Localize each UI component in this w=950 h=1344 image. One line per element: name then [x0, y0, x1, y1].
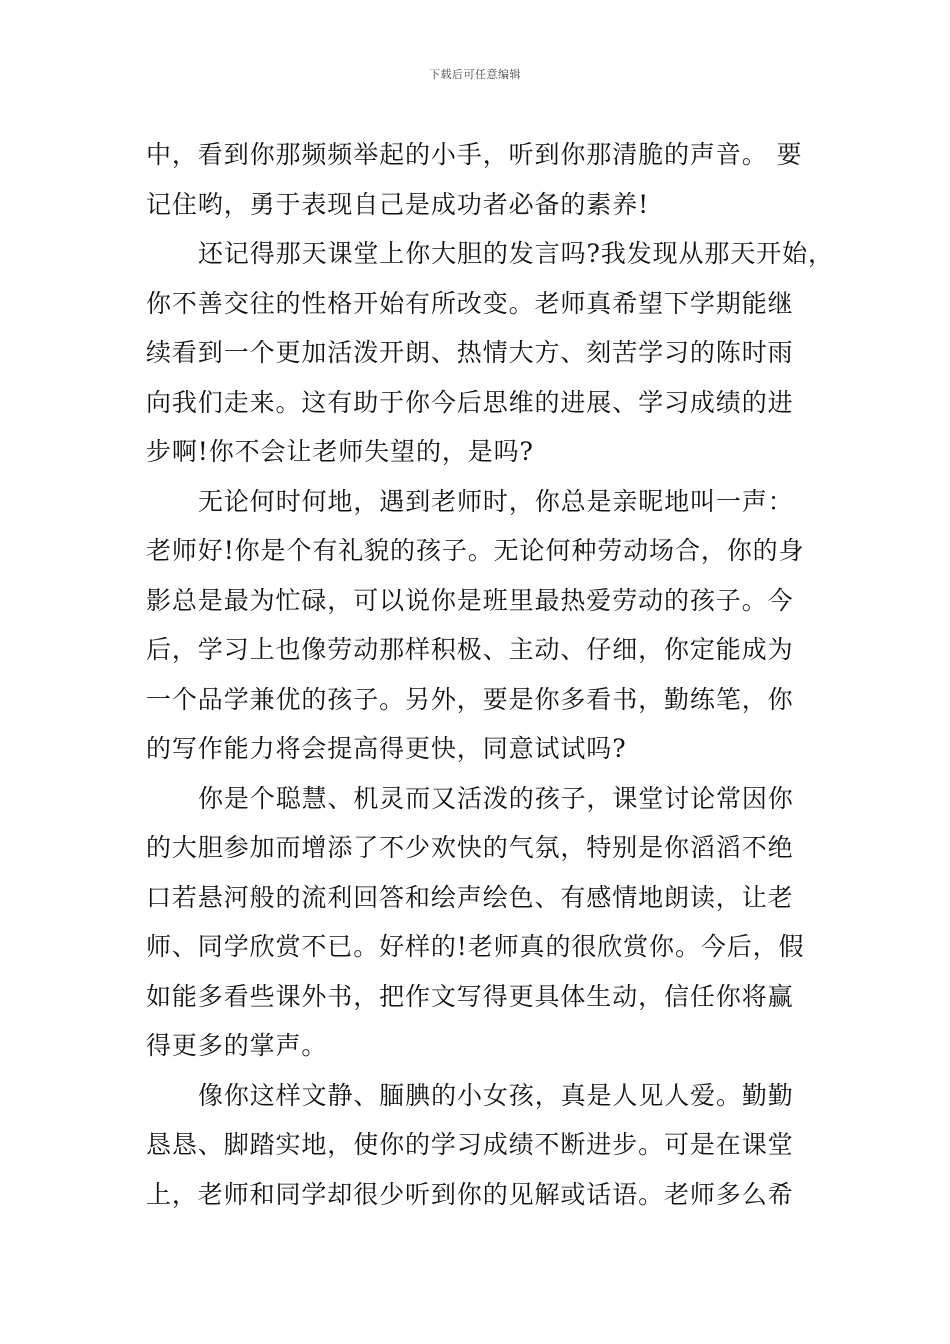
text-line: 得更多的掌声。	[146, 1031, 328, 1060]
text-line: 影总是最为忙碌，可以说你是班里最热爱劳动的孩子。今	[146, 585, 794, 615]
text-line: 无论何时何地，遇到老师时，你总是亲昵地叫一声：	[198, 486, 794, 516]
body-text	[146, 130, 834, 1219]
text-line: 续看到一个更加活泼开朗、热情大方、刻苦学习的陈时雨	[146, 338, 794, 367]
text-line: 师、同学欣赏不已。好样的!老师真的很欣赏你。今后，假	[146, 932, 805, 961]
text-line: 你是个聪慧、机灵而又活泼的孩子，课堂讨论常因你	[198, 783, 794, 813]
text-line: 一个品学兼优的孩子。另外，要是你多看书，勤练笔，你	[146, 684, 794, 714]
text-line: 如能多看些课外书，把作文写得更具体生动，信任你将赢	[146, 981, 794, 1011]
text-line: 口若悬河般的流利回答和绘声绘色、有感情地朗读，让老	[146, 882, 794, 912]
text-line: 后，学习上也像劳动那样积极、主动、仔细，你定能成为	[146, 635, 794, 664]
text-line: 还记得那天课堂上你大胆的发言吗?我发现从那天开始，	[198, 239, 834, 268]
text-line: 老师好!你是个有礼貌的孩子。无论何种劳动场合，你的身	[146, 536, 805, 565]
text-line: 的大胆参加而增添了不少欢快的气氛，特别是你滔滔不绝	[146, 833, 794, 862]
text-line: 你不善交往的性格开始有所改变。老师真希望下学期能继	[146, 288, 794, 318]
text-line: 的写作能力将会提高得更快，同意试试吗?	[146, 734, 627, 763]
text-line: 上，老师和同学却很少听到你的见解或话语。老师多么希	[146, 1179, 794, 1209]
text-line: 像你这样文静、腼腆的小女孩，真是人见人爱。勤勤	[198, 1080, 794, 1110]
text-line: 中，看到你那频频举起的小手，听到你那清脆的声音。 要	[146, 140, 803, 169]
text-line: 向我们走来。这有助于你今后思维的进展、学习成绩的进	[146, 387, 794, 417]
text-line: 记住哟，勇于表现自己是成功者必备的素养!	[146, 189, 650, 219]
text-line: 恳恳、脚踏实地，使你的学习成绩不断进步。可是在课堂	[146, 1130, 794, 1159]
text-line: 步啊!你不会让老师失望的，是吗?	[146, 437, 534, 466]
page-header: 下载后可任意编辑	[429, 68, 521, 81]
